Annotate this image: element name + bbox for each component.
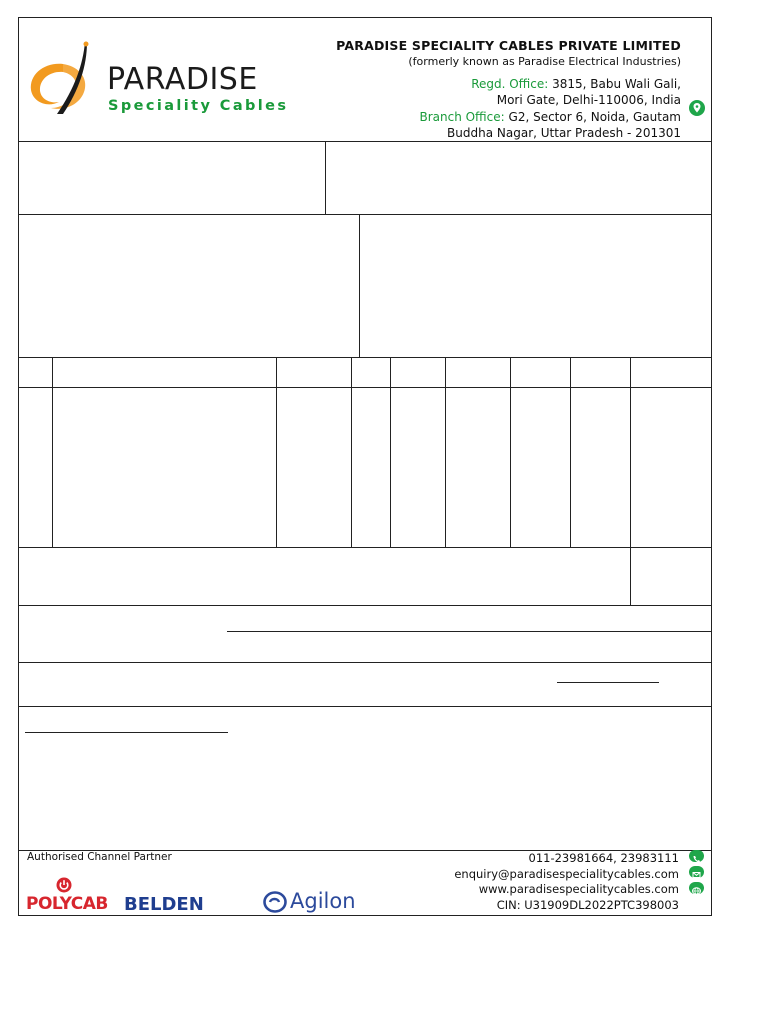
divider-terms-top [19, 706, 711, 707]
table-col-line [52, 357, 53, 547]
branch-office-label: Branch Office: [419, 110, 505, 124]
divider-table-bottom [19, 547, 711, 548]
table-col-line [351, 357, 352, 547]
divider-header [19, 141, 711, 142]
cin-number: CIN: U31909DL2022PTC398003 [496, 898, 679, 912]
agilon-wordmark: Agilon [290, 889, 356, 913]
table-col-line [445, 357, 446, 547]
terms-heading-underline [25, 732, 228, 733]
regd-office-line1: 3815, Babu Wali Gali, [552, 77, 681, 91]
regd-office-label: Regd. Office: [471, 77, 549, 91]
divider-table-top [19, 357, 711, 358]
agilon-swirl-icon [263, 891, 287, 913]
table-col-line [276, 357, 277, 547]
polycab-power-icon [56, 877, 72, 893]
logo-wordmark: PARADISE [107, 62, 258, 97]
branch-office [419, 109, 681, 141]
branch-office-line1: G2, Sector 6, Noida, Gautam [508, 110, 681, 124]
regd-office-line2: Mori Gate, Delhi-110006, India [496, 93, 681, 107]
globe-icon [689, 882, 704, 894]
divider-table-header [19, 387, 711, 388]
phone-number: 011-23981664, 23983111 [528, 851, 679, 865]
email-address: enquiry@paradisespecialitycables.com [454, 867, 679, 881]
belden-wordmark: BELDEN [124, 894, 204, 915]
divider-address-split [359, 214, 360, 357]
table-col-line [630, 357, 631, 605]
divider-amount-words [19, 662, 711, 663]
signature-underline [557, 682, 659, 683]
website-url: www.paradisespecialitycables.com [478, 882, 679, 896]
registered-office [471, 76, 681, 108]
branch-office-line2: Buddha Nagar, Uttar Pradesh - 201301 [447, 126, 681, 140]
table-col-line [510, 357, 511, 547]
location-pin-icon [689, 100, 705, 116]
logo-subtitle: Speciality Cables [108, 98, 289, 114]
logo-swoosh-icon [23, 38, 105, 120]
invoice-sheet [18, 17, 712, 916]
authorised-partner-label: Authorised Channel Partner [27, 851, 172, 863]
email-icon [689, 866, 704, 878]
polycab-wordmark: POLYCAB [26, 894, 108, 914]
amount-words-underline [227, 631, 711, 632]
divider-info-split [325, 141, 326, 214]
phone-icon [689, 850, 704, 862]
table-col-line [570, 357, 571, 547]
divider-totals [19, 605, 711, 606]
company-former-name: (formerly known as Paradise Electrical Industries) [408, 55, 681, 68]
company-name: PARADISE SPECIALITY CABLES PRIVATE LIMITED [336, 38, 681, 53]
table-col-line [390, 357, 391, 547]
divider-info-bottom [19, 214, 711, 215]
